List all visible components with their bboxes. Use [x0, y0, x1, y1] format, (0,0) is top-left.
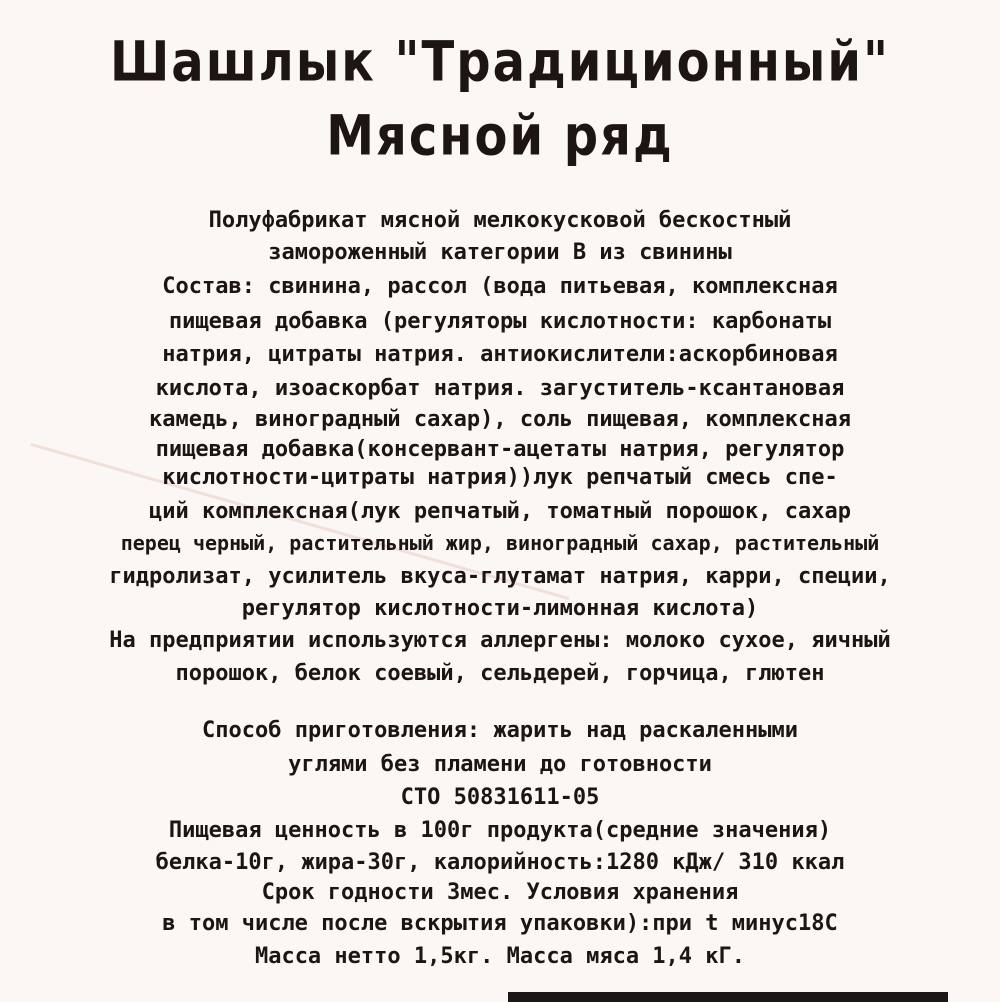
- ingredients-line: кислота, изоаскорбат натрия. загуститель-ксантановая: [155, 376, 845, 401]
- ingredients-line: Состав: свинина, рассол (вода питьевая, комплексная: [162, 274, 838, 299]
- weight-line: Масса нетто 1,5кг. Масса мяса 1,4 кГ.: [254, 944, 746, 969]
- ingredients-line: пищевая добавка(консервант-ацетаты натрия, регулятор: [155, 437, 845, 462]
- ingredients-line: гидролизат, усилитель вкуса-глутамат натрия, карри, специи,: [109, 564, 891, 589]
- allergens-line: На предприятии используются аллергены: молоко сухое, яичный: [109, 628, 891, 653]
- description-line: Полуфабрикат мясной мелкокусковой бескостный: [208, 208, 792, 233]
- cooking-method-line: углями без пламени до готовности: [288, 752, 712, 777]
- standard-code: СТО 50831611-05: [400, 785, 600, 810]
- ingredients-line: кислотности-цитраты натрия))лук репчатый смесь спе-: [162, 465, 838, 490]
- nutrition-line: Пищевая ценность в 100г продукта(средние значения): [168, 818, 832, 843]
- nutrition-line: белка-10г, жира-30г, калорийность:1280 кДж/ 310 ккал: [155, 850, 845, 875]
- ingredients-line: камедь, виноградный сахар), соль пищевая, комплексная: [149, 407, 851, 432]
- bottom-bar: [508, 992, 948, 1002]
- product-title: Шашлык "Традиционный": [110, 29, 890, 95]
- storage-line: Срок годности 3мес. Условия хранения: [261, 880, 739, 905]
- allergens-line: порошок, белок соевый, сельдерей, горчица, глютен: [175, 661, 825, 686]
- ingredients-line: перец черный, растительный жир, виноградный сахар, растительный: [120, 531, 880, 555]
- ingredients-line: ций комплексная(лук репчатый, томатный порошок, сахар: [149, 499, 851, 524]
- brand-name: Мясной ряд: [326, 103, 674, 169]
- storage-line: в том числе после вскрытия упаковки):при t минус18С: [162, 911, 838, 936]
- ingredients-line: регулятор кислотности-лимонная кислота): [241, 596, 759, 621]
- description-line: замороженный категории В из свинины: [268, 240, 732, 265]
- ingredients-line: пищевая добавка (регуляторы кислотности: карбонаты: [168, 309, 832, 334]
- ingredients-line: натрия, цитраты натрия. антиокислители:аскорбиновая: [162, 342, 838, 367]
- cooking-method-line: Способ приготовления: жарить над раскаленными: [201, 718, 799, 743]
